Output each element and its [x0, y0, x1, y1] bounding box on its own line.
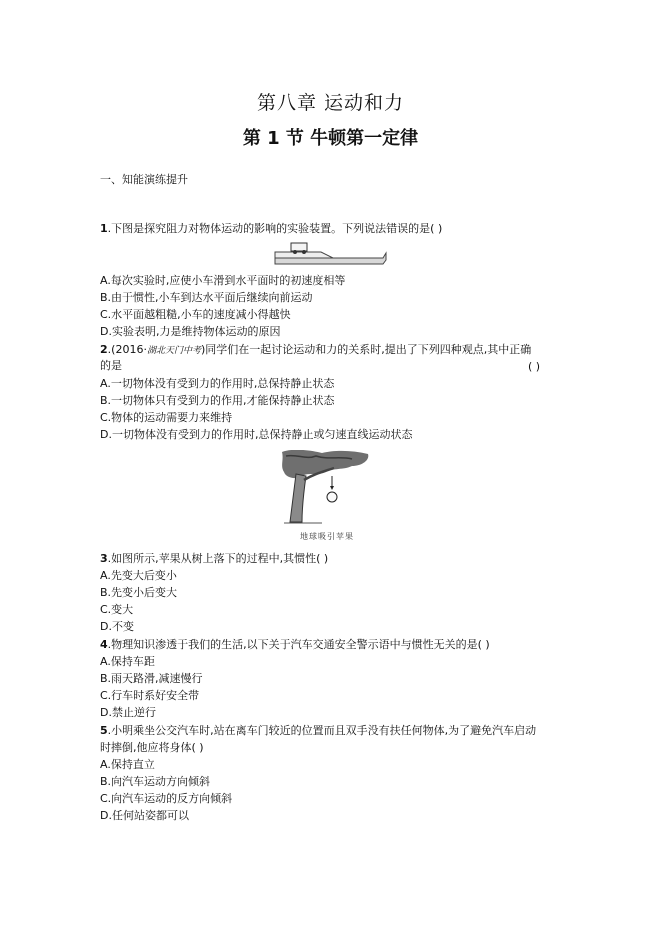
arrow-head	[330, 486, 334, 490]
question-2-line2: 的是	[100, 359, 122, 372]
question-source: 湖北天门中考	[146, 346, 201, 356]
q3-option-a: A.先变大后变小	[100, 569, 177, 582]
q5-option-c: C.向汽车运动的反方向倾斜	[100, 792, 233, 805]
q2-option-c: C.物体的运动需要力来维持	[100, 411, 233, 424]
question-number: 3	[100, 552, 108, 565]
q3-option-b: B.先变小后变大	[100, 586, 178, 599]
q4-option-c: C.行车时系好安全带	[100, 689, 200, 702]
q1-option-a: A.每次实验时,应使小车滑到水平面时的初速度相等	[100, 274, 346, 287]
apple-tree-figure	[282, 450, 370, 526]
question-number: 4	[100, 638, 108, 651]
tree-canopy	[282, 450, 368, 478]
section-title: 第 1 节 牛顿第一定律	[242, 128, 419, 149]
ramp-apparatus-figure	[273, 238, 388, 266]
question-number: 5	[100, 724, 108, 737]
q5-option-b: B.向汽车运动方向倾斜	[100, 775, 211, 788]
question-1	[100, 221, 442, 236]
question-text-cont: )同学们在一起讨论运动和力的关系时,提出了下列四种观点,其中正确	[200, 343, 532, 356]
question-text: .下图是探究阻力对物体运动的影响的实验装置。下列说法错误的是( )	[107, 222, 443, 235]
q5-option-d: D.任何站姿都可以	[100, 809, 189, 822]
q1-option-c: C.水平面越粗糙,小车的速度减小得越快	[100, 308, 291, 321]
figure-caption: 地球吸引苹果	[300, 532, 354, 541]
q4-option-a: A.保持车距	[100, 655, 155, 668]
q5-option-a: A.保持直立	[100, 758, 155, 771]
q2-option-a: A.一切物体没有受到力的作用时,总保持静止状态	[100, 377, 335, 390]
cart-wheel	[293, 250, 297, 254]
q2-option-d: D.一切物体没有受到力的作用时,总保持静止或匀速直线运动状态	[100, 428, 413, 441]
question-number: 2	[100, 343, 108, 356]
q2-option-b: B.一切物体只有受到力的作用,才能保持静止状态	[100, 394, 335, 407]
answer-paren: ( )	[528, 360, 541, 373]
question-2	[100, 342, 531, 359]
question-5	[100, 723, 536, 738]
question-number: 1	[100, 222, 108, 235]
q1-option-d: D.实验表明,力是维持物体运动的原因	[100, 325, 281, 338]
question-text: .(2016·	[107, 343, 147, 356]
question-text: .小明乘坐公交汽车时,站在离车门较近的位置而且双手没有扶任何物体,为了避免汽车启动	[107, 724, 537, 737]
question-5-line2: 时摔倒,他应将身体( )	[100, 741, 204, 754]
chapter-title: 第八章 运动和力	[256, 92, 405, 114]
exercise-heading: 一、知能演练提升	[100, 173, 188, 186]
question-4	[100, 637, 490, 652]
q1-option-b: B.由于惯性,小车到达水平面后继续向前运动	[100, 291, 313, 304]
q3-option-d: D.不变	[100, 620, 134, 633]
falling-apple	[327, 492, 337, 502]
q3-option-c: C.变大	[100, 603, 134, 616]
question-text: .物理知识渗透于我们的生活,以下关于汽车交通安全警示语中与惯性无关的是( )	[107, 638, 490, 651]
cart-wheel	[302, 250, 306, 254]
tree-trunk	[290, 474, 306, 522]
toy-cart	[291, 243, 307, 251]
q4-option-b: B.雨天路滑,减速慢行	[100, 672, 203, 685]
question-3	[100, 551, 328, 566]
q4-option-d: D.禁止逆行	[100, 706, 156, 719]
question-text: .如图所示,苹果从树上落下的过程中,其惯性( )	[107, 552, 329, 565]
